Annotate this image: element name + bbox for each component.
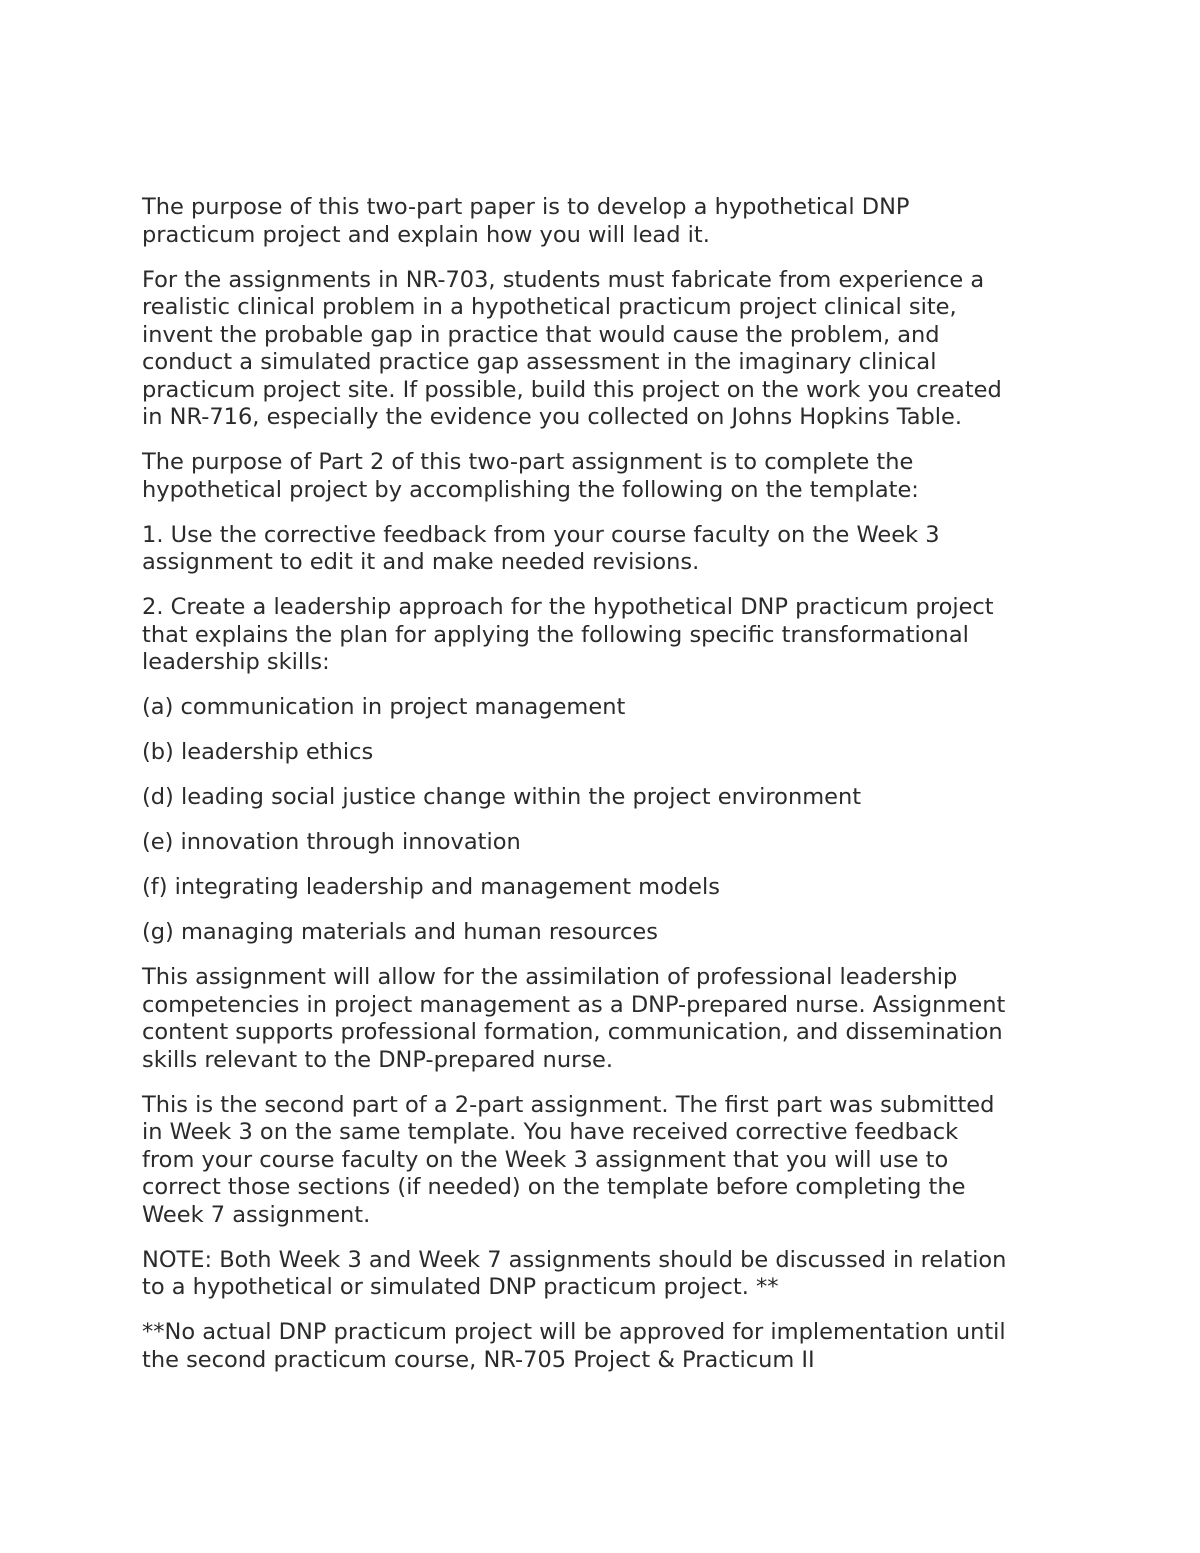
- text-line: competencies in project management as a DNP-prepared nurse. Assignment: [142, 991, 1006, 1018]
- text-line: to a hypothetical or simulated DNP practicum project. **: [142, 1274, 779, 1300]
- paragraph: [142, 522, 1077, 577]
- text-line: The purpose of Part 2 of this two-part assignment is to complete the: [142, 449, 914, 475]
- paragraph: [142, 1319, 1077, 1374]
- text-line: **No actual DNP practicum project will be approved for implementation until: [142, 1319, 1006, 1345]
- text-line: from your course faculty on the Week 3 assignment that you will use to: [142, 1146, 949, 1173]
- text-line: (g) managing materials and human resources: [142, 919, 658, 945]
- paragraph: [142, 194, 1077, 249]
- paragraph: [142, 1247, 1077, 1302]
- paragraph: [142, 829, 1077, 857]
- text-line: (a) communication in project management: [142, 694, 626, 720]
- text-line: the second practicum course, NR-705 Project & Practicum II: [142, 1346, 815, 1373]
- text-line: (d) leading social justice change within the project environment: [142, 784, 862, 810]
- text-line: hypothetical project by accomplishing the following on the template:: [142, 476, 919, 503]
- text-line: (e) innovation through innovation: [142, 829, 521, 855]
- paragraph: [142, 739, 1077, 767]
- text-line: 1. Use the corrective feedback from your course faculty on the Week 3: [142, 521, 940, 548]
- paragraph: [142, 964, 1077, 1074]
- paragraph: [142, 449, 1077, 504]
- text-line: skills relevant to the DNP-prepared nurse.: [142, 1046, 614, 1073]
- text-line: invent the probable gap in practice that would cause the problem, and: [142, 321, 940, 348]
- text-line: practicum project site. If possible, build this project on the work you created: [142, 376, 1002, 403]
- text-line: This is the second part of a 2-part assignment. The first part was submitted: [142, 1091, 995, 1118]
- text-line: This assignment will allow for the assimilation of professional leadership: [142, 964, 958, 990]
- text-line: in NR-716, especially the evidence you collected on Johns Hopkins Table.: [142, 404, 963, 430]
- text-line: leadership skills:: [142, 649, 330, 675]
- text-line: practicum project and explain how you will lead it.: [142, 221, 710, 248]
- text-line: that explains the plan for applying the following specific transformational: [142, 621, 969, 648]
- paragraph: [142, 267, 1077, 432]
- text-line: correct those sections (if needed) on the template before completing the: [142, 1174, 966, 1200]
- text-line: realistic clinical problem in a hypothetical practicum project clinical site,: [142, 294, 957, 320]
- paragraph: [142, 874, 1077, 902]
- document-body: [142, 194, 1077, 1392]
- text-line: (b) leadership ethics: [142, 739, 374, 765]
- paragraph: [142, 1092, 1077, 1230]
- text-line: The purpose of this two-part paper is to develop a hypothetical DNP: [142, 194, 910, 220]
- text-line: conduct a simulated practice gap assessment in the imaginary clinical: [142, 349, 937, 375]
- paragraph: [142, 694, 1077, 722]
- text-line: (f) integrating leadership and management models: [142, 874, 720, 900]
- paragraph: [142, 919, 1077, 947]
- text-line: in Week 3 on the same template. You have received corrective feedback: [142, 1119, 959, 1145]
- text-line: assignment to edit it and make needed revisions.: [142, 549, 700, 575]
- text-line: For the assignments in NR-703, students must fabricate from experience a: [142, 266, 985, 293]
- text-line: 2. Create a leadership approach for the hypothetical DNP practicum project: [142, 594, 994, 620]
- text-line: NOTE: Both Week 3 and Week 7 assignments should be discussed in relation: [142, 1246, 1007, 1273]
- paragraph: [142, 594, 1077, 677]
- text-line: Week 7 assignment.: [142, 1201, 371, 1228]
- paragraph: [142, 784, 1077, 812]
- text-line: content supports professional formation, communication, and dissemination: [142, 1019, 1003, 1045]
